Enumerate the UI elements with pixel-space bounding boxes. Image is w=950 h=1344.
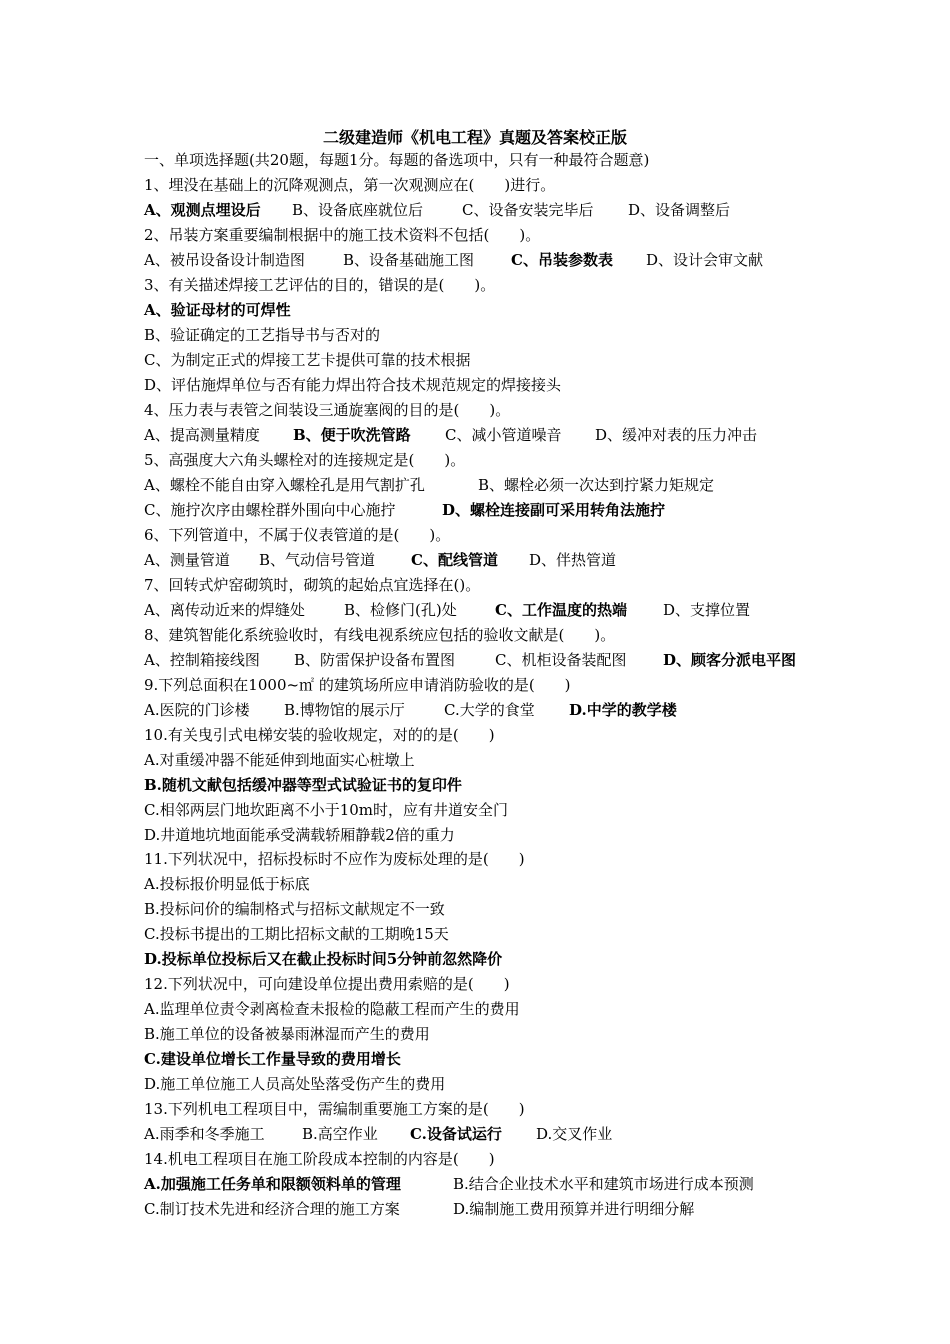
q8-option-a: A、控制箱接线图 xyxy=(144,651,260,669)
q1-option-b: B、设备底座就位后 xyxy=(292,201,424,219)
question-8-stem: 8、建筑智能化系统验收时，有线电视系统应包括的验收文献是( )。 xyxy=(144,626,616,644)
q2-option-d: D、设计会审文献 xyxy=(646,251,764,269)
q5-option-d: D、螺栓连接副可采用转角法施拧 xyxy=(442,501,666,519)
q5-option-a: A、螺栓不能自由穿入螺栓孔是用气割扩孔 xyxy=(144,476,425,494)
document-title: 二级建造师《机电工程》真题及答案校正版 xyxy=(322,128,627,147)
question-3-stem: 3、有关描述焊接工艺评估的目的，错误的是( )。 xyxy=(144,276,496,294)
question-12-stem: 12.下列状况中，可向建设单位提出费用索赔的是( ) xyxy=(144,975,510,993)
q7-option-a: A、离传动近来的焊缝处 xyxy=(144,601,305,619)
q13-option-b: B.高空作业 xyxy=(302,1125,378,1143)
q7-option-d: D、支撑位置 xyxy=(663,601,751,619)
q12-option-b: B.施工单位的设备被暴雨淋湿而产生的费用 xyxy=(144,1025,430,1043)
question-1-stem: 1、埋没在基础上的沉降观测点，第一次观测应在( )进行。 xyxy=(144,176,556,194)
q6-option-d: D、伴热管道 xyxy=(529,551,617,569)
q1-option-c: C、设备安装完毕后 xyxy=(462,201,594,219)
q1-option-d: D、设备调整后 xyxy=(628,201,731,219)
question-13-stem: 13.下列机电工程项目中，需编制重要施工方案的是( ) xyxy=(144,1100,525,1118)
q4-option-d: D、缓冲对表的压力冲击 xyxy=(595,426,758,444)
question-5-options-ab xyxy=(144,474,944,496)
q9-option-b: B.博物馆的展示厅 xyxy=(284,701,405,719)
q4-option-a: A、提高测量精度 xyxy=(144,426,260,444)
q10-option-a: A.对重缓冲器不能延伸到地面实心桩墩上 xyxy=(144,751,415,769)
q10-option-b: B.随机文献包括缓冲器等型式试验证书的复印件 xyxy=(144,776,462,794)
q2-option-a: A、被吊设备设计制造图 xyxy=(144,251,305,269)
question-2-options xyxy=(144,249,944,271)
q12-option-a: A.监理单位责令剥离检查未报检的隐蔽工程而产生的费用 xyxy=(144,1000,520,1018)
question-7-options xyxy=(144,599,944,621)
q12-option-c: C.建设单位增长工作量导致的费用增长 xyxy=(144,1050,401,1068)
question-14-stem: 14.机电工程项目在施工阶段成本控制的内容是( ) xyxy=(144,1150,495,1168)
question-4-stem: 4、压力表与表管之间装设三通旋塞阀的目的是( )。 xyxy=(144,401,511,419)
q3-option-c: C、为制定正式的焊接工艺卡提供可靠的技术根据 xyxy=(144,351,471,369)
q5-option-c: C、施拧次序由螺栓群外围向中心施拧 xyxy=(144,501,396,519)
q1-option-a: A、观测点埋设后 xyxy=(144,201,261,219)
q11-option-b: B.投标问价的编制格式与招标文献规定不一致 xyxy=(144,900,445,918)
q2-option-b: B、设备基础施工图 xyxy=(343,251,475,269)
question-2-stem: 2、吊装方案重要编制根据中的施工技术资料不包括( )。 xyxy=(144,226,541,244)
question-9-stem: 9.下列总面积在1000~㎡ 的建筑场所应申请消防验收的是( ) xyxy=(144,676,571,694)
q4-option-b: B、便于吹洗管路 xyxy=(293,426,411,444)
question-14-options-cd xyxy=(144,1198,944,1220)
q7-option-b: B、检修门(孔)处 xyxy=(344,601,457,619)
q6-option-b: B、气动信号管道 xyxy=(259,551,376,569)
question-4-options xyxy=(144,424,944,446)
q14-option-d: D.编制施工费用预算并进行明细分解 xyxy=(453,1200,695,1218)
q3-option-b: B、验证确定的工艺指导书与否对的 xyxy=(144,326,381,344)
q13-option-c: C.设备试运行 xyxy=(410,1125,502,1143)
q6-option-c: C、配线管道 xyxy=(411,551,498,569)
question-13-options xyxy=(144,1123,944,1145)
q11-option-d: D.投标单位投标后又在截止投标时间5分钟前忽然降价 xyxy=(144,950,503,968)
section-heading: 一、单项选择题(共20题，每题1分。每题的备选项中，只有一种最符合题意) xyxy=(144,151,650,169)
q7-option-c: C、工作温度的热端 xyxy=(495,601,627,619)
q13-option-a: A.雨季和冬季施工 xyxy=(144,1125,265,1143)
question-5-options-cd xyxy=(144,499,944,521)
q3-option-d: D、评估施焊单位与否有能力焊出符合技术规范规定的焊接接头 xyxy=(144,376,562,394)
q14-option-c: C.制订技术先进和经济合理的施工方案 xyxy=(144,1200,400,1218)
q14-option-a: A.加强施工任务单和限额领料单的管理 xyxy=(144,1175,401,1193)
question-14-options-ab xyxy=(144,1173,944,1195)
question-1-options xyxy=(144,199,944,221)
q13-option-d: D.交叉作业 xyxy=(536,1125,613,1143)
q8-option-b: B、防雷保护设备布置图 xyxy=(294,651,456,669)
question-9-options xyxy=(144,699,944,721)
q8-option-d: D、顾客分派电平图 xyxy=(663,651,797,669)
q11-option-c: C.投标书提出的工期比招标文献的工期晚15天 xyxy=(144,925,449,943)
q2-option-c: C、吊装参数表 xyxy=(511,251,613,269)
question-6-options xyxy=(144,549,944,571)
question-10-stem: 10.有关曳引式电梯安装的验收规定，对的的是( ) xyxy=(144,726,495,744)
q12-option-d: D.施工单位施工人员高处坠落受伤产生的费用 xyxy=(144,1075,446,1093)
q8-option-c: C、机柜设备装配图 xyxy=(495,651,627,669)
q9-option-a: A.医院的门诊楼 xyxy=(144,701,250,719)
q9-option-d: D.中学的教学楼 xyxy=(569,701,677,719)
q10-option-d: D.井道地坑地面能承受满载轿厢静载2倍的重力 xyxy=(144,826,455,844)
question-7-stem: 7、回转式炉窑砌筑时，砌筑的起始点宜选择在()。 xyxy=(144,576,481,594)
q4-option-c: C、减小管道噪音 xyxy=(445,426,562,444)
question-6-stem: 6、下列管道中，不属于仪表管道的是( )。 xyxy=(144,526,451,544)
question-8-options xyxy=(144,649,944,671)
question-11-stem: 11.下列状况中，招标投标时不应作为废标处理的是( ) xyxy=(144,850,525,868)
question-5-stem: 5、高强度大六角头螺栓对的连接规定是( )。 xyxy=(144,451,466,469)
q11-option-a: A.投标报价明显低于标底 xyxy=(144,875,310,893)
q3-option-a: A、验证母材的可焊性 xyxy=(144,301,291,319)
q14-option-b: B.结合企业技术水平和建筑市场进行成本预测 xyxy=(453,1175,754,1193)
q9-option-c: C.大学的食堂 xyxy=(444,701,535,719)
q5-option-b: B、螺栓必须一次达到拧紧力矩规定 xyxy=(478,476,715,494)
q6-option-a: A、测量管道 xyxy=(144,551,230,569)
q10-option-c: C.相邻两层门地坎距离不小于10m时，应有井道安全门 xyxy=(144,801,509,819)
